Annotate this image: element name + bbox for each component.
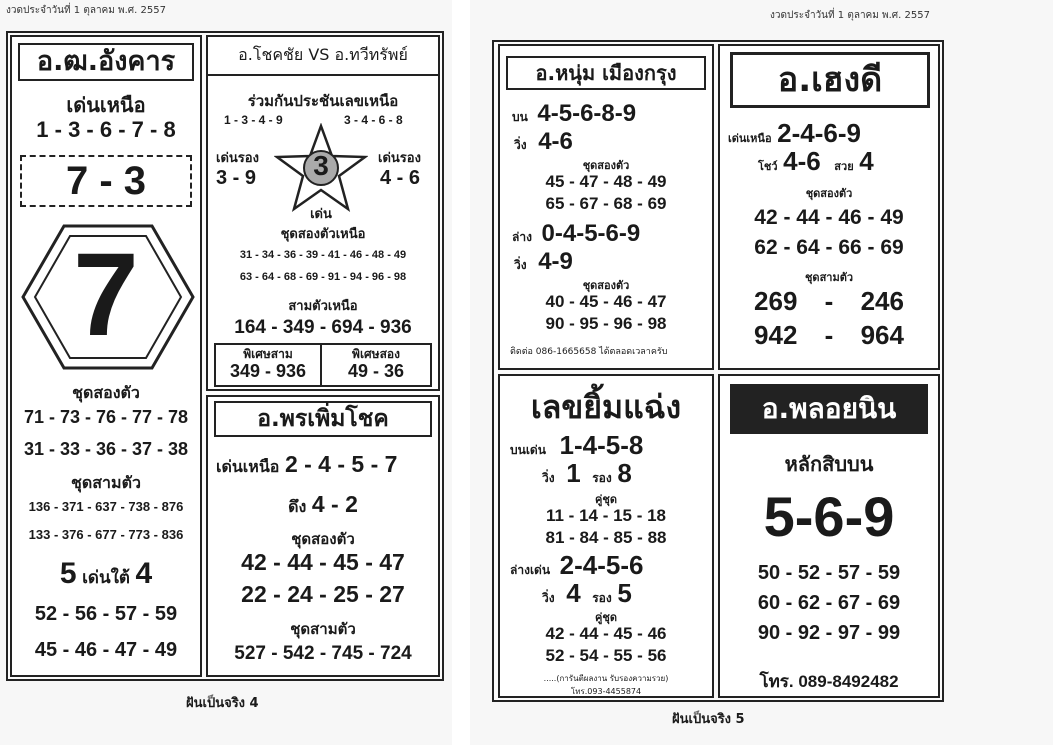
box-c-pair-row1: 11 - 14 - 15 - 18 — [545, 506, 667, 525]
box-a-two-row1: 45 - 47 - 48 - 49 — [545, 172, 667, 191]
col2-top-title: อ.โชคชัย VS อ.ทวีทรัพย์ — [208, 43, 438, 76]
box-a-contact: ติดต่อ 086-1665658 ได้ตลอดเวลาครับ — [510, 347, 668, 357]
col1-big-digit: 7 — [73, 229, 139, 361]
box-c-pair-row2: 81 - 84 - 85 - 88 — [545, 528, 667, 547]
box-a-two-row2: 65 - 67 - 68 - 69 — [545, 194, 667, 213]
col2-top-star-label: เด่น — [310, 207, 332, 222]
special3-label: พิเศษสาม — [243, 347, 293, 361]
col2-bottom-lead-label: เด่นเหนือ — [216, 457, 280, 476]
box-a-low-label: ล่าง — [512, 230, 532, 244]
box-b-three-row1 — [720, 286, 938, 317]
box-c-sub2-value: 5 — [617, 578, 632, 608]
col2-top-two-row1: 31 - 34 - 36 - 39 - 41 - 46 - 48 - 49 — [239, 249, 407, 261]
col1-panel — [10, 35, 202, 677]
right-page — [470, 0, 1053, 745]
box-b — [718, 44, 940, 370]
box-c — [498, 374, 714, 698]
box-a-title: อ.หนุ่ม เมืองกรุง — [506, 56, 706, 90]
col1-two-digit-row2: 31 - 33 - 36 - 37 - 38 — [23, 439, 189, 459]
box-a-run-value: 4-6 — [538, 128, 573, 155]
box-b-dash-1: - — [824, 286, 834, 316]
box-c-pair2-row2: 52 - 54 - 55 - 56 — [545, 646, 667, 665]
col2-top-left-label: เด่นรอง — [216, 151, 259, 166]
col2-top-two-row2: 63 - 64 - 68 - 69 - 91 - 94 - 96 - 98 — [239, 271, 407, 283]
box-c-low-value: 2-4-5-6 — [559, 550, 644, 580]
special3-value: 349 - 936 — [229, 361, 307, 381]
box-a-two2-row1: 40 - 45 - 46 - 47 — [545, 292, 667, 311]
col1-pair: 7 - 3 — [20, 155, 192, 207]
col2-top-panel — [206, 35, 440, 391]
box-a-two2-row2: 90 - 95 - 96 - 98 — [545, 314, 667, 333]
left-page-footer: ฝันเป็นจริง 4 — [186, 696, 259, 711]
box-a — [498, 44, 714, 370]
box-a-two2-label: ชุดสองตัว — [582, 279, 630, 292]
box-c-sub-label: รอง — [592, 471, 612, 485]
col1-lead-label: เด่นเหนือ — [66, 93, 146, 117]
box-a-top-label: บน — [512, 110, 528, 124]
col1-lower-row — [12, 557, 200, 591]
box-b-pretty-label: สวย — [834, 160, 854, 173]
box-c-pair-label: คู่ชุด — [595, 493, 617, 506]
col1-title: อ.ฒ.อังคาร — [18, 43, 194, 81]
col2-bottom-three-label: ชุดสามตัว — [290, 620, 356, 638]
col1-lower-b: 4 — [135, 557, 153, 590]
special2-value: 49 - 36 — [347, 361, 405, 381]
box-c-run-row — [542, 458, 632, 489]
col1-three-digit-label: ชุดสามตัว — [71, 473, 141, 492]
box-c-title: เลขยิ้มแฉ่ง — [530, 388, 682, 426]
col2-bottom-two-label: ชุดสองตัว — [291, 530, 355, 548]
right-page-footer: ฝันเป็นจริง 5 — [672, 712, 745, 727]
box-d-main-value: 5-6-9 — [763, 485, 895, 548]
col1-two-digit-row1: 71 - 73 - 76 - 77 - 78 — [23, 407, 189, 427]
box-a-two-label: ชุดสองตัว — [582, 159, 630, 172]
col2-top-special-box — [214, 343, 432, 387]
col2-bottom-lead-value: 2 - 4 - 5 - 7 — [284, 451, 398, 477]
right-page-header: งวดประจำวันที่ 1 ตุลาคม พ.ศ. 2557 — [770, 10, 930, 21]
left-page — [0, 0, 452, 745]
col1-lower-label: เด่นใต้ — [82, 568, 130, 588]
col2-top-left-value: 3 - 9 — [216, 167, 257, 189]
col2-bottom-two-row2: 22 - 24 - 25 - 27 — [241, 581, 405, 607]
box-d-row3: 90 - 92 - 97 - 99 — [757, 622, 901, 644]
box-b-three-a2: 246 — [860, 286, 904, 316]
col2-bottom-title: อ.พรเพิ่มโชค — [214, 401, 432, 437]
box-c-run2-label: วิ่ง — [542, 591, 555, 605]
box-b-three-b2: 964 — [860, 320, 904, 350]
special2-label: พิเศษสอง — [352, 347, 400, 361]
box-b-two-label: ชุดสองตัว — [805, 187, 853, 200]
col1-three-digit-row2: 133 - 376 - 677 - 773 - 836 — [28, 527, 184, 542]
box-a-top-value: 4-5-6-8-9 — [537, 100, 637, 127]
box-c-phone: โทร.093-4455874 — [570, 687, 642, 696]
col1-three-digit-row1: 136 - 371 - 637 - 738 - 876 — [28, 499, 184, 514]
box-b-two-row2: 62 - 64 - 66 - 69 — [754, 236, 904, 259]
box-d — [718, 374, 940, 698]
box-c-run2-row — [542, 578, 632, 609]
col2-bottom-draw-label: ดึง — [288, 497, 307, 516]
box-a-low-row — [512, 220, 640, 248]
col2-top-two-label: ชุดสองตัวเหนือ — [280, 227, 366, 242]
box-c-run-label: วิ่ง — [542, 471, 555, 485]
col1-lead-numbers: 1 - 3 - 6 - 7 - 8 — [36, 117, 176, 142]
box-c-pair2-label: คู่ชุด — [595, 611, 617, 624]
col1-two-digit-label: ชุดสองตัว — [72, 383, 140, 402]
col2-bottom-draw-value: 4 - 2 — [311, 491, 358, 517]
box-b-lead-row — [728, 118, 861, 149]
box-b-three-row2 — [720, 320, 938, 351]
box-b-three-a1: 269 — [754, 286, 798, 316]
col1-bottom-row1: 52 - 56 - 57 - 59 — [34, 603, 178, 625]
col2-bottom-draw-row — [208, 491, 438, 520]
col2-top-right-nums: 3 - 4 - 6 - 8 — [344, 113, 403, 127]
box-d-row2: 60 - 62 - 67 - 69 — [757, 592, 901, 614]
box-b-show-row — [758, 146, 874, 177]
box-a-run2-label: วิ่ง — [514, 258, 527, 272]
box-d-subtitle: หลักสิบบน — [784, 452, 874, 476]
col2-top-star-digit: 3 — [313, 150, 329, 181]
col1-bottom-row2: 45 - 46 - 47 - 49 — [34, 639, 178, 661]
box-b-lead-value: 2-4-6-9 — [777, 118, 861, 148]
box-d-row1: 50 - 52 - 57 - 59 — [757, 562, 901, 584]
box-c-low-row — [510, 550, 643, 581]
box-a-run-label: วิ่ง — [514, 138, 527, 152]
col2-bottom-three-row: 527 - 542 - 745 - 724 — [234, 643, 412, 664]
left-page-header: งวดประจำวันที่ 1 ตุลาคม พ.ศ. 2557 — [6, 5, 166, 16]
box-b-lead-label: เด่นเหนือ — [728, 132, 772, 145]
box-a-run2-value: 4-9 — [538, 248, 573, 275]
box-c-note: .....(การันตีผลงาน รับรองความรวย) — [543, 674, 669, 683]
box-a-low-value: 0-4-5-6-9 — [541, 220, 641, 247]
col2-top-right-value: 4 - 6 — [380, 167, 421, 189]
col2-top-left-nums: 1 - 3 - 4 - 9 — [224, 113, 283, 127]
box-b-show-label: โชว์ — [758, 160, 778, 173]
box-a-run2-row — [514, 248, 573, 276]
col2-top-three-label: สามตัวเหนือ — [288, 299, 358, 314]
box-b-three-label: ชุดสามตัว — [804, 271, 854, 284]
box-b-two-row1: 42 - 44 - 46 - 49 — [754, 206, 904, 229]
col2-top-three-row: 164 - 349 - 694 - 936 — [234, 317, 412, 338]
col2-top-subtitle: ร่วมกันประชันเลขเหนือ — [247, 92, 399, 110]
col2-bottom-two-row1: 42 - 44 - 45 - 47 — [241, 549, 405, 575]
col1-lower-a: 5 — [59, 557, 77, 590]
box-a-run-row — [514, 128, 573, 156]
col2-top-right-label: เด่นรอง — [378, 151, 421, 166]
box-b-dash-2: - — [824, 320, 834, 350]
box-d-title: อ.พลอยนิน — [730, 384, 928, 434]
box-d-phone: โทร. 089-8492482 — [759, 672, 899, 691]
box-c-sub2-label: รอง — [592, 591, 612, 605]
col2-bottom-panel — [206, 395, 440, 677]
box-c-top-value: 1-4-5-8 — [559, 430, 644, 460]
box-c-top-label: บนเด่น — [510, 443, 546, 457]
box-b-show-value: 4-6 — [783, 146, 821, 176]
box-c-run-value: 1 — [566, 458, 581, 488]
box-c-low-label: ล่างเด่น — [510, 563, 551, 577]
col2-bottom-lead-row — [216, 451, 397, 480]
box-a-top-row — [512, 100, 636, 128]
box-b-three-b1: 942 — [754, 320, 798, 350]
box-b-title: อ.เฮงดี — [730, 52, 930, 108]
box-b-pretty-value: 4 — [859, 146, 874, 176]
box-c-run2-value: 4 — [566, 578, 581, 608]
box-c-sub-value: 8 — [617, 458, 632, 488]
box-c-top-row — [510, 430, 643, 461]
box-c-pair2-row1: 42 - 44 - 45 - 46 — [545, 624, 667, 643]
